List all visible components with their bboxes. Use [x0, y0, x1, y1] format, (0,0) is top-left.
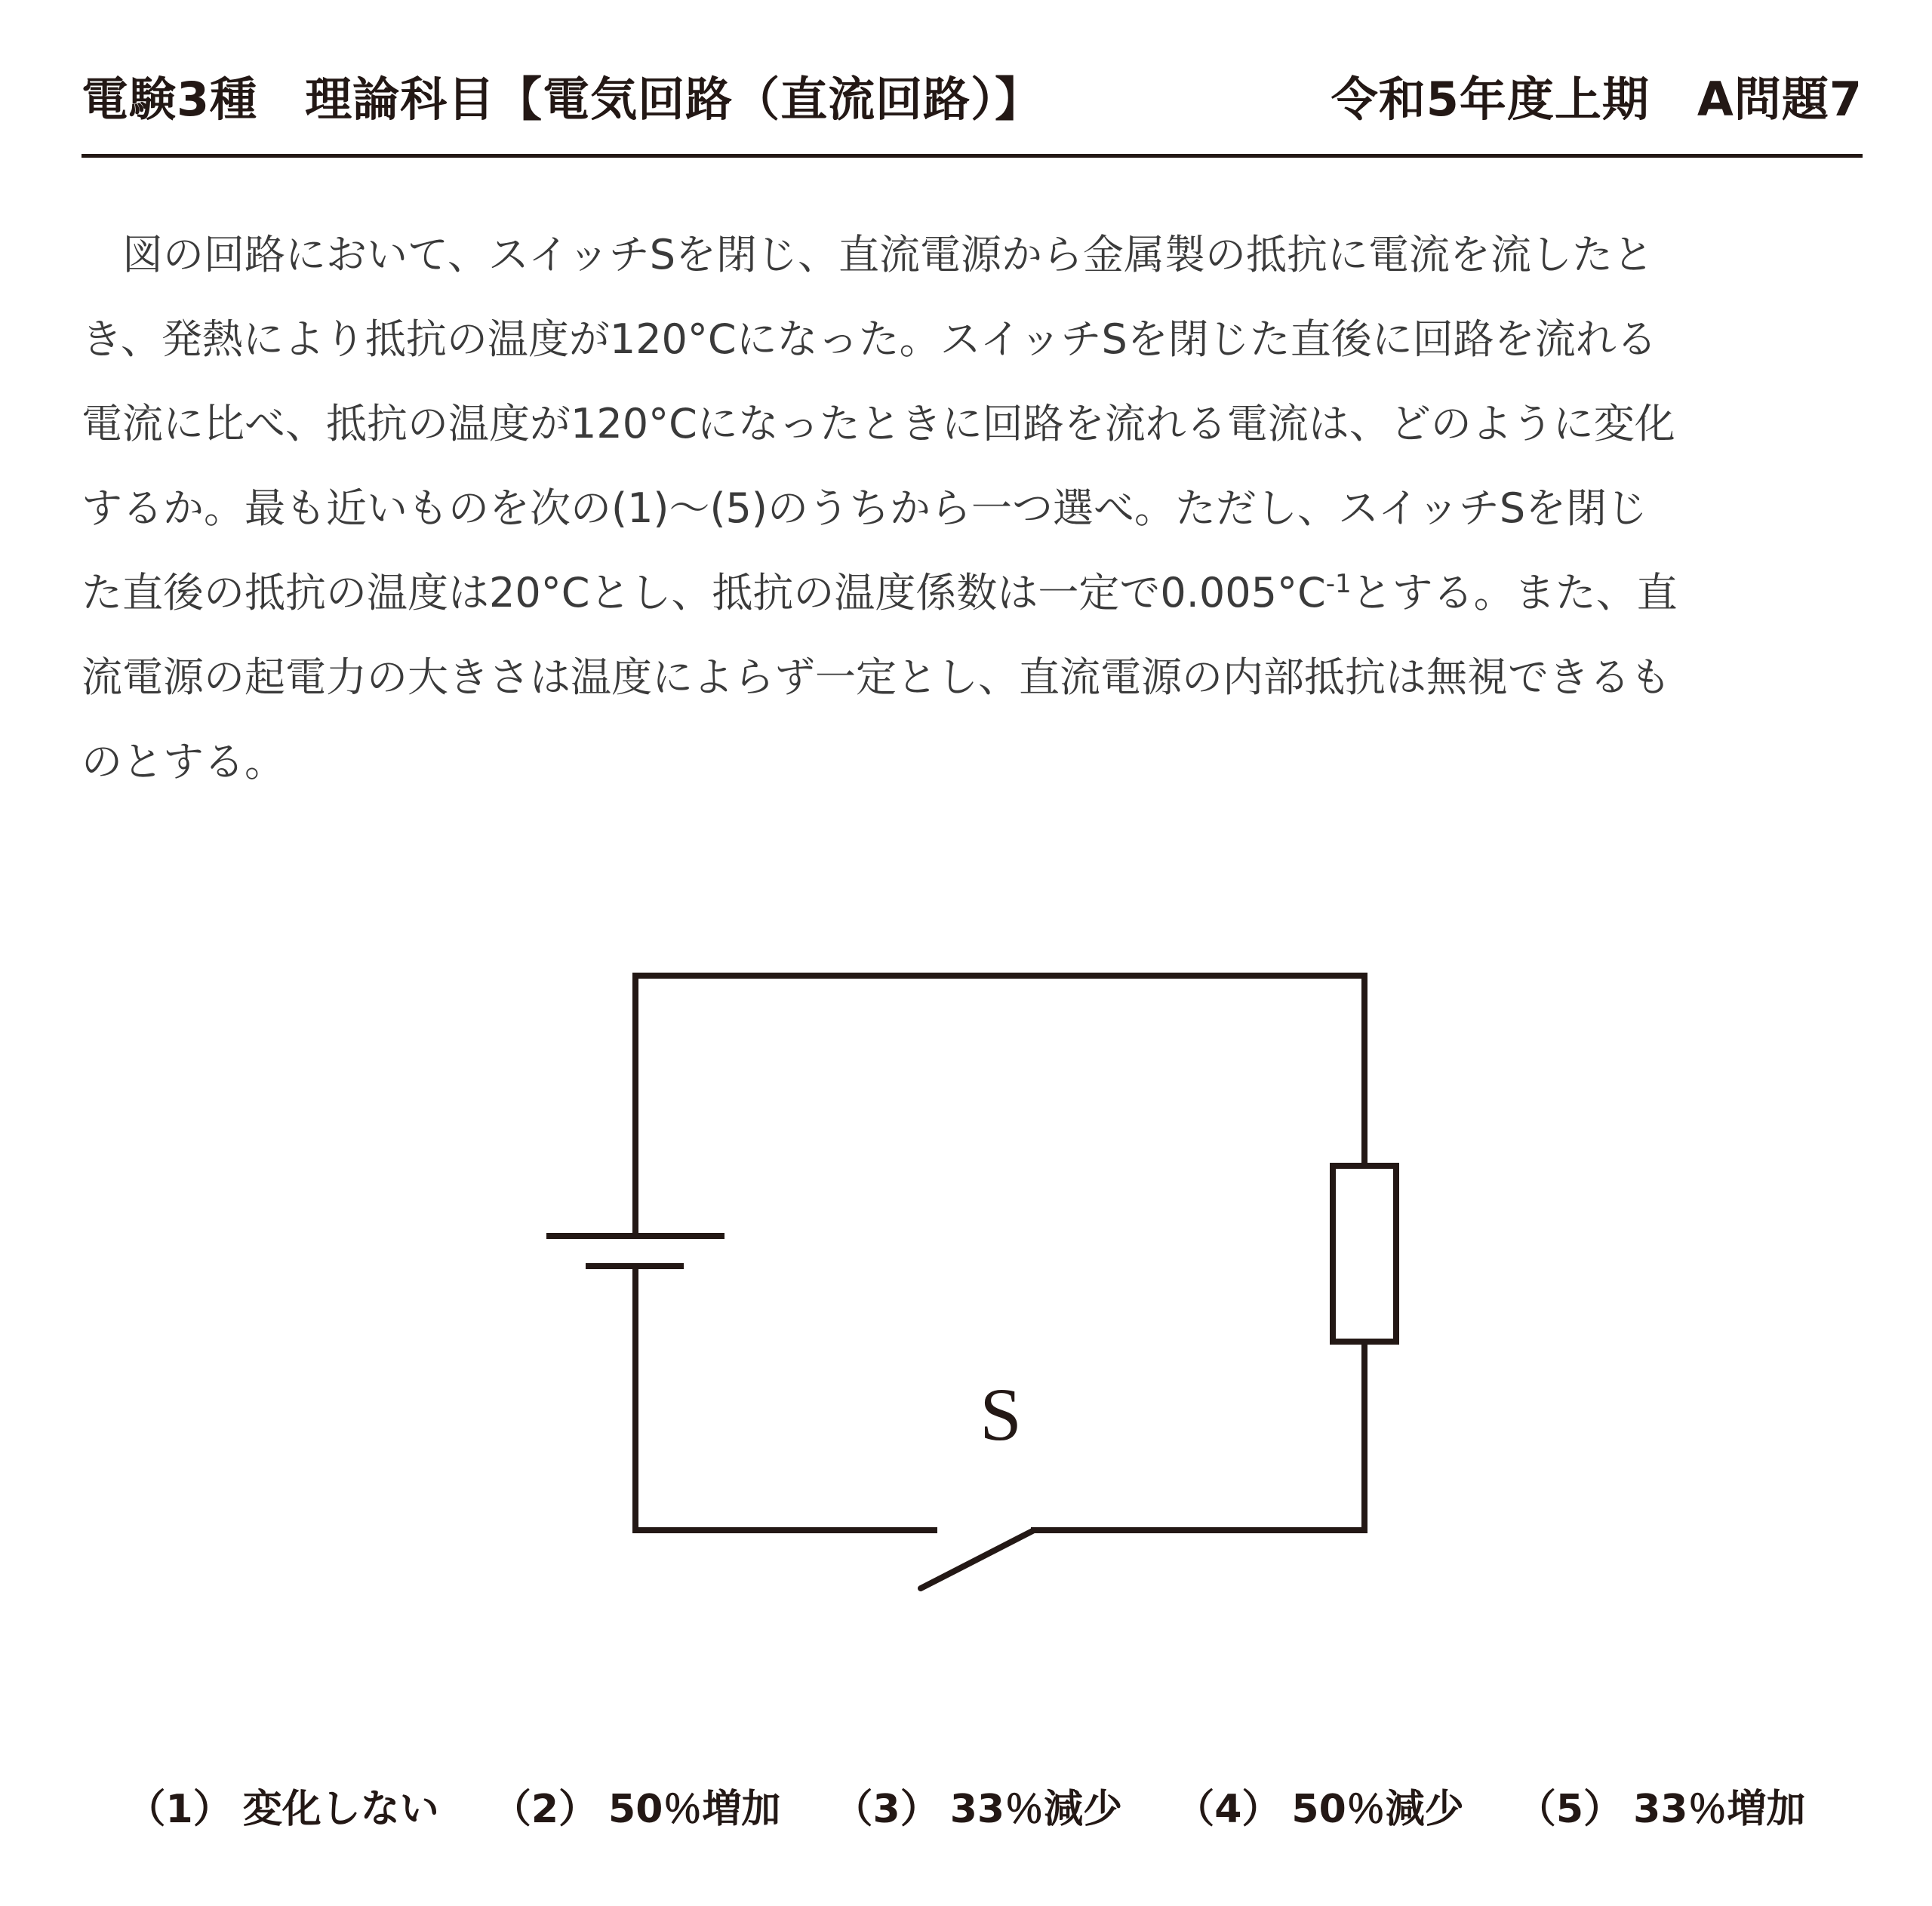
header-divider	[82, 154, 1863, 158]
choice-number: （5）	[1516, 1787, 1623, 1832]
choice-number: （3）	[833, 1787, 940, 1832]
subject-title: 電験3種 理論科目【電気回路（直流回路）】	[82, 72, 1043, 127]
question-line-part: とする。また、直	[1351, 569, 1678, 616]
answer-choices	[0, 1777, 1932, 1834]
choice-number: （1）	[126, 1787, 232, 1832]
question-line-part: た直後の抵抗の温度は20°Cとし、抵抗の温度係数は一定で0.005°C	[82, 569, 1326, 616]
choice-3[interactable]	[834, 1777, 1123, 1834]
dc-source-icon	[549, 1236, 721, 1266]
question-line: のとする。	[82, 738, 285, 785]
question-line: 流電源の起電力の大きさは温度によらず一定とし、直流電源の内部抵抗は無視できるも	[82, 653, 1671, 701]
choice-1[interactable]	[127, 1777, 439, 1834]
exam-label: 令和5年度上期 A問題7	[1331, 72, 1863, 127]
circuit-svg	[528, 898, 1434, 1652]
resistor-icon	[1333, 1166, 1396, 1342]
choice-text: 50％増加	[608, 1787, 781, 1832]
choice-text: 50％減少	[1291, 1787, 1464, 1832]
choice-4[interactable]	[1175, 1777, 1464, 1834]
choice-2[interactable]	[492, 1777, 781, 1834]
switch-blade	[921, 1530, 1034, 1588]
question-line: 電流に比べ、抵抗の温度が120°Cになったときに回路を流れる電流は、どのように変化	[82, 400, 1675, 447]
switch-label: S	[980, 1373, 1022, 1456]
question-line: するか。最も近いものを次の(1)〜(5)のうちから一つ選べ。ただし、スイッチSを閉じ	[82, 484, 1648, 532]
page-header	[82, 54, 1863, 130]
choice-number: （2）	[491, 1787, 598, 1832]
choice-text: 変化しない	[242, 1787, 439, 1832]
choice-5[interactable]	[1517, 1777, 1806, 1834]
question-text	[82, 213, 1863, 804]
superscript-exponent: -1	[1325, 569, 1352, 599]
question-line: き、発熱により抵抗の温度が120°Cになった。スイッチSを閉じた直後に回路を流れる	[82, 315, 1657, 363]
choice-number: （4）	[1175, 1787, 1281, 1832]
choice-text: 33％減少	[949, 1787, 1123, 1832]
question-line: 図の回路において、スイッチSを閉じ、直流電源から金属製の抵抗に電流を流したと	[122, 231, 1654, 278]
circuit-diagram	[528, 898, 1434, 1652]
choice-text: 33％増加	[1633, 1787, 1806, 1832]
question-line	[82, 551, 1863, 635]
